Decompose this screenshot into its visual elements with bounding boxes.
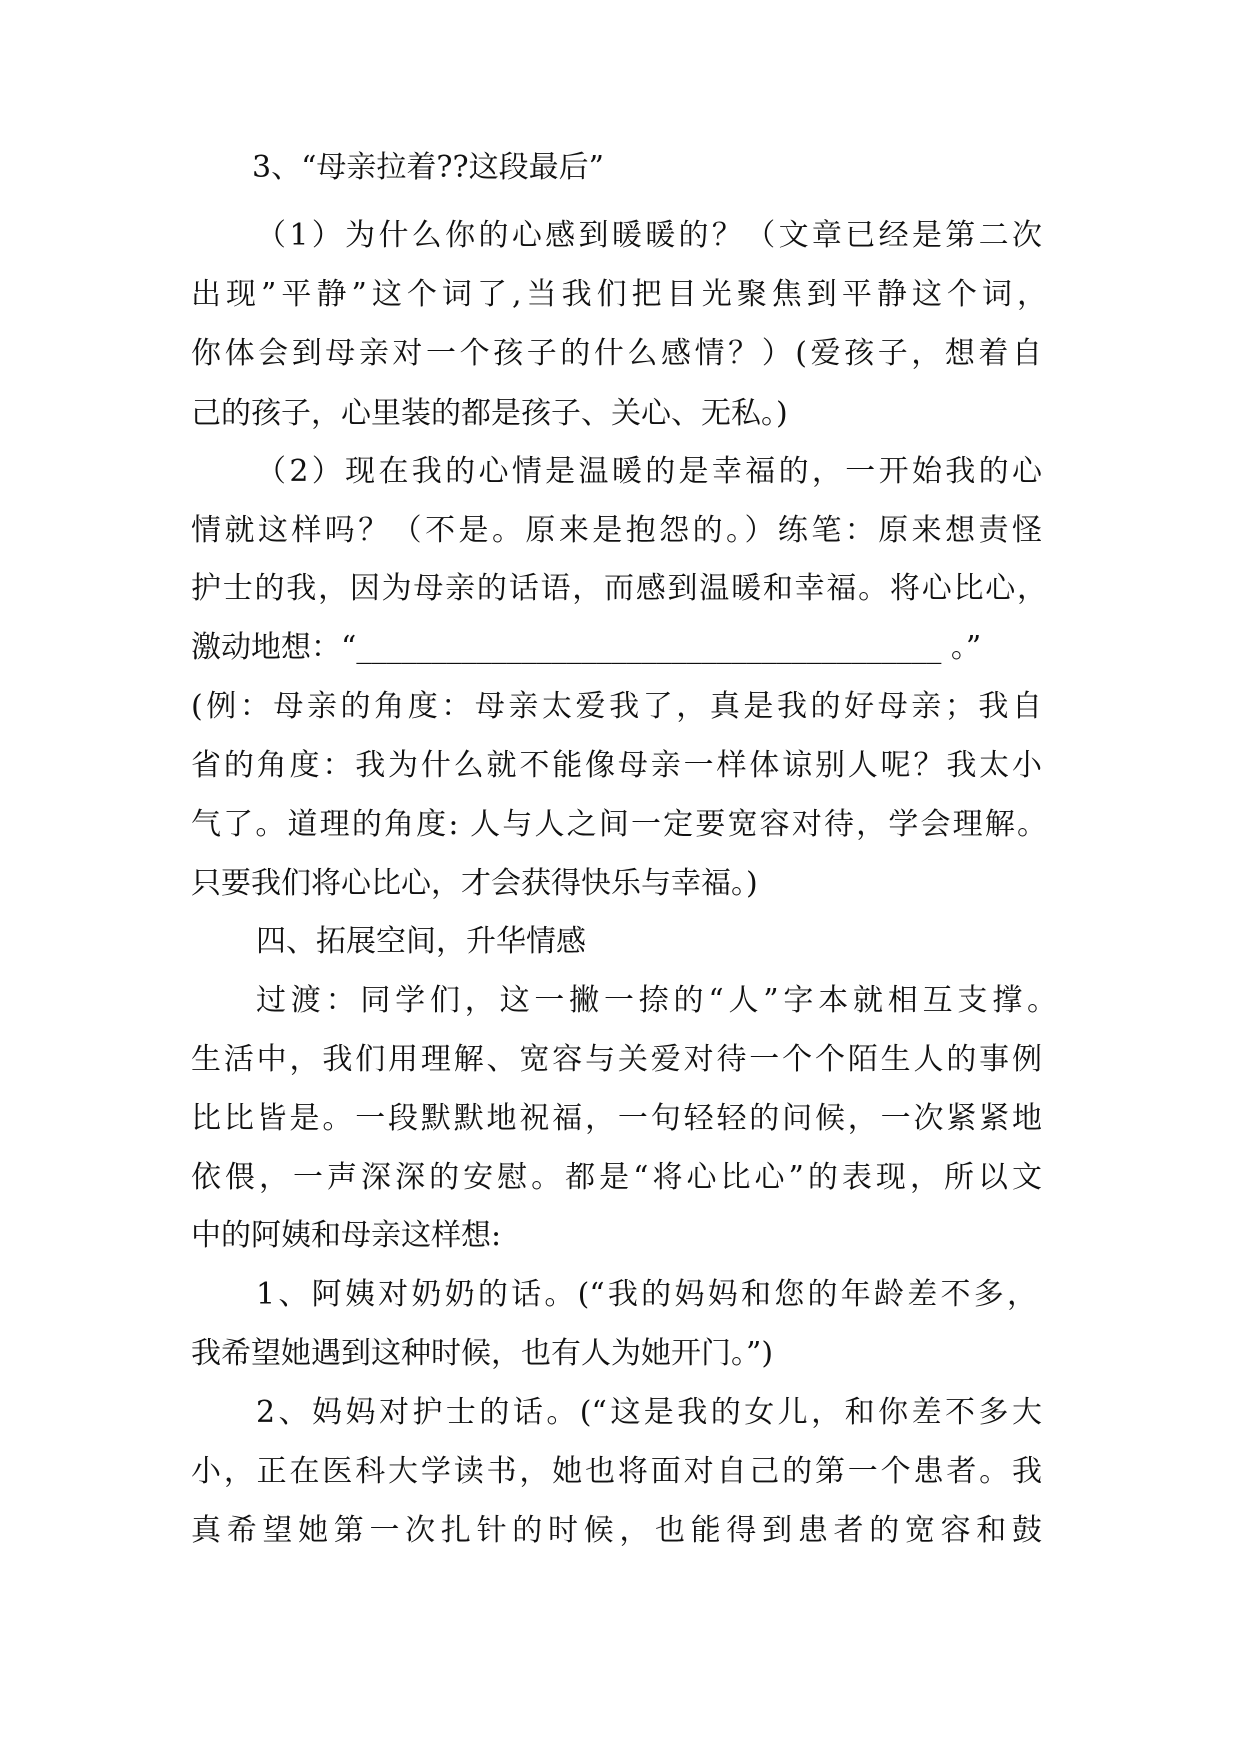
text-line: 1、阿姨对奶奶的话。(“我的妈妈和您的年龄差不多，: [256, 1277, 1037, 1312]
text-line: （1）为什么你的心感到暖暖的？（文章已经是第二次: [256, 218, 1042, 253]
text-line: 小，正在医科大学读书，她也将面对自己的第一个患者。我: [191, 1454, 1042, 1489]
text-line: 过渡：同学们，这一撇一捺的“人”字本就相互支撑。: [256, 983, 1057, 1018]
text-line: 激动地想：“_______________________________________ 。”: [191, 630, 982, 665]
text-line: (例：母亲的角度：母亲太爱我了，真是我的好母亲；我自: [191, 689, 1042, 724]
text-line: 依偎，一声深深的安慰。都是“将心比心”的表现，所以文: [191, 1160, 1042, 1195]
text-line: 己的孩子，心里装的都是孩子、关心、无私。): [191, 396, 788, 431]
text-line: 我希望她遇到这种时候，也有人为她开门。”): [191, 1336, 774, 1371]
text-line: 只要我们将心比心，才会获得快乐与幸福。): [191, 866, 758, 901]
text-line: 出现”平静”这个词了,当我们把目光聚焦到平静这个词，: [191, 277, 1047, 312]
section-heading: 四、拓展空间，升华情感: [256, 924, 586, 959]
text-line: 生活中，我们用理解、宽容与关爱对待一个个陌生人的事例: [191, 1042, 1042, 1077]
text-line: 省的角度：我为什么就不能像母亲一样体谅别人呢？我太小: [191, 748, 1042, 783]
text-line: 比比皆是。一段默默地祝福，一句轻轻的问候，一次紧紧地: [191, 1101, 1042, 1136]
text-line: 护士的我，因为母亲的话语，而感到温暖和幸福。将心比心，: [191, 571, 1047, 606]
text-line: （2）现在我的心情是温暖的是幸福的，一开始我的心: [256, 454, 1042, 489]
text-line: 2、妈妈对护士的话。(“这是我的女儿，和你差不多大: [256, 1395, 1042, 1430]
text-line: 中的阿姨和母亲这样想:: [191, 1218, 502, 1253]
text-line: 情就这样吗？（不是。原来是抱怨的。）练笔：原来想责怪: [191, 513, 1042, 548]
text-line: 真希望她第一次扎针的时候，也能得到患者的宽容和鼓: [191, 1513, 1042, 1548]
text-line: 气了。道理的角度: 人与人之间一定要宽容对待，学会理解。: [191, 807, 1047, 842]
text-line: 你体会到母亲对一个孩子的什么感情？）(爱孩子，想着自: [191, 336, 1042, 371]
text-line: 3、“母亲拉着??这段最后”: [252, 150, 604, 185]
